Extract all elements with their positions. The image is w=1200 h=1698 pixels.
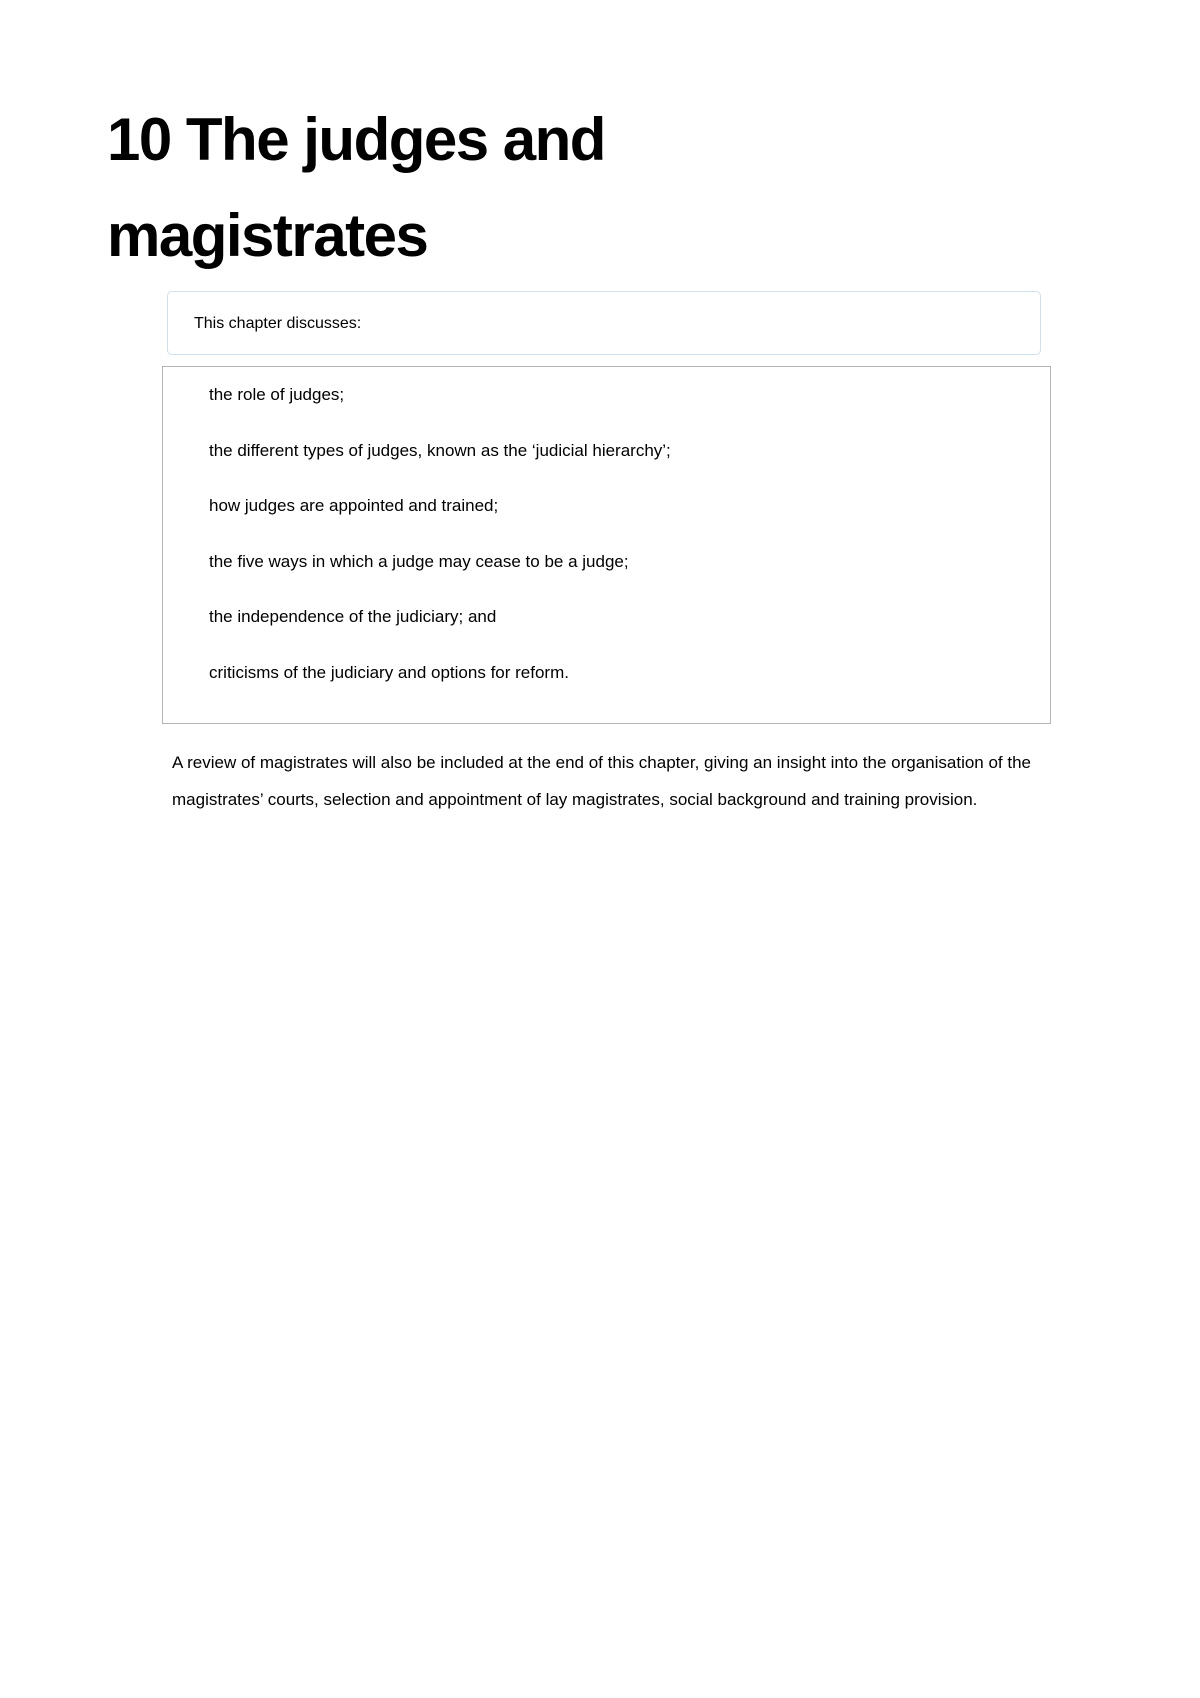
list-item: the role of judges; (209, 385, 345, 404)
topics-box (162, 366, 1051, 724)
topics-list (209, 385, 671, 683)
body-paragraph: A review of magistrates will also be included at the end of this chapter, giving an insight into the organisation of the magistrates’ courts, selection and appointment of lay magistrates, social background and training provision. (172, 753, 1032, 809)
list-item: the independence of the judiciary; and (209, 607, 497, 626)
list-item: the five ways in which a judge may cease to be a judge; (209, 551, 629, 571)
chapter-intro-text: This chapter discusses: (194, 315, 362, 332)
list-item: the different types of judges, known as the ‘judicial hierarchy’; (209, 440, 671, 460)
chapter-intro-box (167, 291, 1041, 355)
list-item: how judges are appointed and trained; (209, 496, 499, 515)
list-item: criticisms of the judiciary and options for reform. (209, 662, 569, 682)
page-title: 10 The judges and magistrates (107, 106, 605, 269)
